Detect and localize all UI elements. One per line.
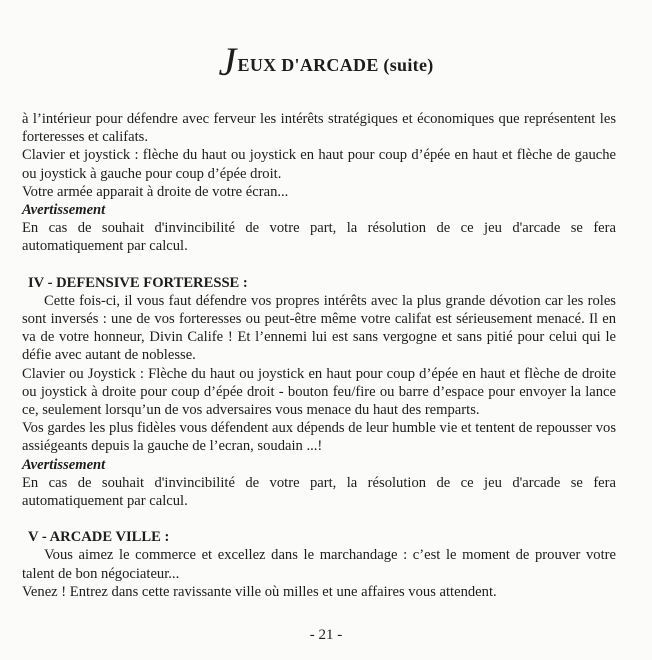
paragraph-defensive: Cette fois-ci, il vous faut défendre vos propres intérêts avec la plus grande dévotion car les roles sont inversés : une de vos forteresses ou peut-être même votre califat est sérieusement menacé. Il en va de votre honneur, Divin Calife ! Et l’ennemi lui est sans vergogne et sans pitié pour celui qui le défie avec autant de noblesse. bbox=[22, 292, 616, 364]
paragraph-city: Venez ! Entrez dans cette ravissante ville où milles et une affaires vous attendent. bbox=[22, 583, 497, 600]
warning-text: En cas de souhait d'invincibilité de votre part, la résolution de ce jeu d'arcade se fera automatiquement par calcul. bbox=[22, 220, 616, 255]
paragraph-guards: Vos gardes les plus fidèles vous défendent aux dépends de leur humble vie et tentent de repousser vos assiégeants depuis la gauche de l’ecran, soudain ...! bbox=[22, 420, 616, 455]
paragraph-controls: Clavier et joystick : flèche du haut ou joystick en haut pour coup d’épée en haut et flèche de gauche ou joystick à gauche pour coup d’épée droit. bbox=[22, 147, 616, 182]
paragraph-army: Votre armée apparait à droite de votre écran... bbox=[22, 183, 289, 200]
page-number: - 21 - bbox=[309, 627, 343, 643]
section-heading-iv: IV - DEFENSIVE FORTERESSE : bbox=[28, 274, 248, 291]
paragraph-intro: à l’intérieur pour défendre avec ferveur les intérêts stratégiques et économiques que représentent les forteresses et califats. bbox=[22, 111, 616, 146]
paragraph-controls-iv: Clavier ou Joystick : Flèche du haut ou joystick en haut pour coup d’épée en haut et flèche de droite ou joystick à droite pour coup d’épée droit - bouton feu/fire ou barre d’espace pour envoyer la lance ce, seulement lorsqu’un de vos adversaires vous menace du haut des remparts. bbox=[22, 365, 616, 419]
warning-heading-iv: Avertissement bbox=[22, 456, 106, 473]
section-heading-v: V - ARCADE VILLE : bbox=[28, 529, 170, 546]
body-text bbox=[22, 110, 616, 601]
title-text: EUX D'ARCADE (suite) bbox=[237, 55, 434, 75]
warning-text-iv: En cas de souhait d'invincibilité de votre part, la résolution de ce jeu d'arcade se fera automatiquement par calcul. bbox=[22, 474, 616, 510]
paragraph-commerce: Vous aimez le commerce et excellez dans le marchandage : c’est le moment de prouver votre talent de bon négociateur... bbox=[22, 547, 616, 582]
title-initial: J bbox=[218, 39, 237, 84]
page-title bbox=[0, 39, 652, 84]
warning-heading: Avertissement bbox=[22, 202, 106, 219]
